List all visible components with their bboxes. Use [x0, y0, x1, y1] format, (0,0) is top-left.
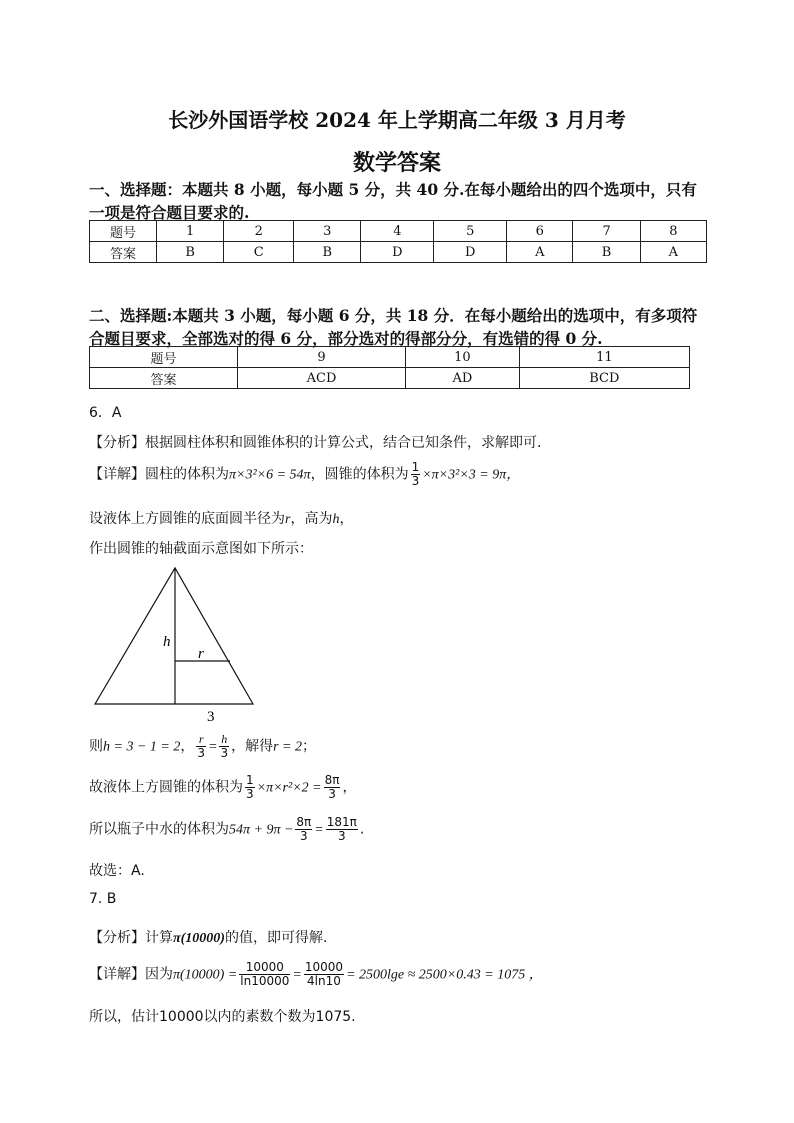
q6-setup-mid: ，高为 [290, 511, 333, 527]
q6-step1-r: r = 2 [273, 739, 302, 755]
triangle-outline [95, 568, 253, 704]
q7-detail-pi: π(10000) = [173, 967, 238, 983]
q7-detail: 【详解】因为π(10000) = $\frac{10000}{\ln 10000}$ = $\frac{10000}{4\ln 10}$ = 2500lge ≈ 2500×0.43 = 1075 ， [89, 960, 543, 988]
q6-setup [89, 508, 353, 528]
table-cell: A [640, 242, 706, 263]
fraction-one-third: $\frac{1}{3}$ [411, 460, 420, 488]
fraction-10000-over-ln10000: $\frac{10000}{\ln 10000}$ [240, 960, 290, 988]
table-cell: D [361, 242, 434, 263]
q7-analysis-pi: π(10000) [173, 931, 225, 946]
fraction-one-third: $\frac{1}{3}$ [246, 773, 254, 801]
section1-line1: 一、选择题：本题共 8 小题，每小题 5 分，共 40 分.在每小题给出的四个选项中，只有 [89, 180, 697, 199]
label-r: r [198, 646, 204, 662]
q6-step2 [89, 774, 356, 801]
row-label: 答案 [90, 368, 238, 389]
table-cell: 4 [361, 221, 434, 242]
q7-analysis-suffix: 的值，即可得解. [224, 930, 328, 946]
q6-step1-solve: ，解得 [231, 738, 274, 755]
q7-analysis-prefix: 【分析】计算 [89, 930, 173, 946]
label-h: h [163, 634, 171, 650]
q6-step1-prefix: 则 [89, 738, 103, 755]
table-cell: D [434, 242, 507, 263]
q6-conclusion: 故选：A. [89, 863, 145, 879]
q6-analysis: 【分析】根据圆柱体积和圆锥体积的计算公式，结合已知条件，求解即可. [89, 435, 542, 451]
fraction-10000-over-4ln10: $\frac{10000}{4\ln 10}$ [304, 960, 344, 988]
q6-step3-prefix: 所以瓶子中水的体积为 [89, 821, 229, 838]
q6-step1: 则h = 3 − 1 = 2， $\frac{r}{3}$ = $\frac{h}{3}$ ，解得r = 2； [89, 732, 316, 760]
table-cell: BCD [519, 368, 689, 389]
table-row-answers [90, 368, 690, 389]
q7-detail-prefix: 【详解】因为 [89, 966, 173, 983]
table-cell: ACD [238, 368, 406, 389]
q6-step3-end: . [359, 821, 365, 838]
q6-draw-text: 作出圆锥的轴截面示意图如下所示： [89, 541, 313, 557]
fraction-8pi-over-3: $\frac{8\pi}{3}$ [324, 773, 340, 801]
q6-heading: 6．A [89, 405, 122, 421]
section2-answer-table [89, 346, 690, 389]
table-cell: 8 [640, 221, 706, 242]
cone-cross-section-diagram [90, 562, 260, 727]
table-cell: 9 [238, 347, 406, 368]
q6-step1-end: ； [301, 738, 316, 755]
table-row-numbers [90, 221, 707, 242]
row-label: 题号 [90, 221, 157, 242]
table-cell: 11 [519, 347, 689, 368]
table-cell: 2 [224, 221, 294, 242]
table-row-answers [90, 242, 707, 263]
q7-heading: 7. B [89, 891, 117, 907]
q6-detail [89, 461, 520, 488]
table-cell: AD [406, 368, 520, 389]
label-base: 3 [207, 709, 215, 725]
q6-step1-eq: h = 3 − 1 = 2 [103, 739, 181, 755]
table-cell: B [157, 242, 224, 263]
q6-step2-mid: ×π×r²×2 = [256, 780, 322, 796]
table-cell: 10 [406, 347, 520, 368]
fraction-r-over-3: $\frac{r}{3}$ [197, 732, 205, 760]
fraction-8pi-over-3: $\frac{8\pi}{3}$ [296, 815, 312, 843]
q6-cylinder-volume: π×3²×6 = 54π [229, 467, 311, 483]
fraction-h-over-3: $\frac{h}{3}$ [220, 732, 229, 760]
section2-line1: 二、选择题:本题共 3 小题，每小题 6 分，共 18 分．在每小题给出的选项中，有多项符 [89, 306, 698, 325]
fraction-181pi-over-3: $\frac{181\pi}{3}$ [326, 815, 357, 843]
q6-setup-text: 设液体上方圆锥的底面圆半径为 [89, 511, 285, 527]
table-cell: 7 [573, 221, 640, 242]
row-label: 题号 [90, 347, 238, 368]
table-cell: C [224, 242, 294, 263]
document-subtitle: 数学答案 [352, 150, 441, 176]
section2-instructions [89, 304, 709, 350]
table-cell: 1 [157, 221, 224, 242]
q6-step2-end: ， [342, 779, 357, 796]
table-cell: 6 [507, 221, 573, 242]
q6-step3: 所以瓶子中水的体积为54π + 9π − $\frac{8\pi}{3}$ = $\frac{181\pi}{3}$ . [89, 815, 365, 843]
q6-detail-mid: ，圆锥的体积为 [310, 466, 409, 483]
table-cell: 5 [434, 221, 507, 242]
table-cell: 3 [294, 221, 361, 242]
q7-detail-tail: = 2500lge ≈ 2500×0.43 = 1075 ， [346, 967, 543, 983]
q6-detail-prefix: 【详解】圆柱的体积为 [89, 466, 229, 483]
table-cell: B [294, 242, 361, 263]
table-cell: B [573, 242, 640, 263]
row-label: 答案 [90, 242, 157, 263]
q6-cone-volume: ×π×3²×3 = 9π， [422, 467, 521, 483]
document-title: 长沙外国语学校 2024 年上学期高二年级 3 月月考 [168, 108, 626, 132]
section1-answer-table [89, 220, 707, 263]
q7-analysis [89, 927, 327, 947]
section2-line2: 合题目要求，全部选对的得 6 分，部分选对的得部分分，有选错的得 0 分. [89, 329, 603, 348]
section1-line2: 一项是符合题目要求的. [89, 203, 250, 222]
table-cell: A [507, 242, 573, 263]
table-row-numbers [90, 347, 690, 368]
q6-step2-prefix: 故液体上方圆锥的体积为 [89, 779, 243, 796]
q6-setup-h: h [332, 512, 340, 527]
q6-step3-eq: 54π + 9π − [229, 822, 294, 838]
q7-conclusion: 所以，估计10000以内的素数个数为1075. [89, 1009, 356, 1025]
section1-instructions [89, 178, 709, 224]
q6-setup-r: r [285, 512, 291, 527]
q6-setup-end: ， [339, 511, 354, 527]
